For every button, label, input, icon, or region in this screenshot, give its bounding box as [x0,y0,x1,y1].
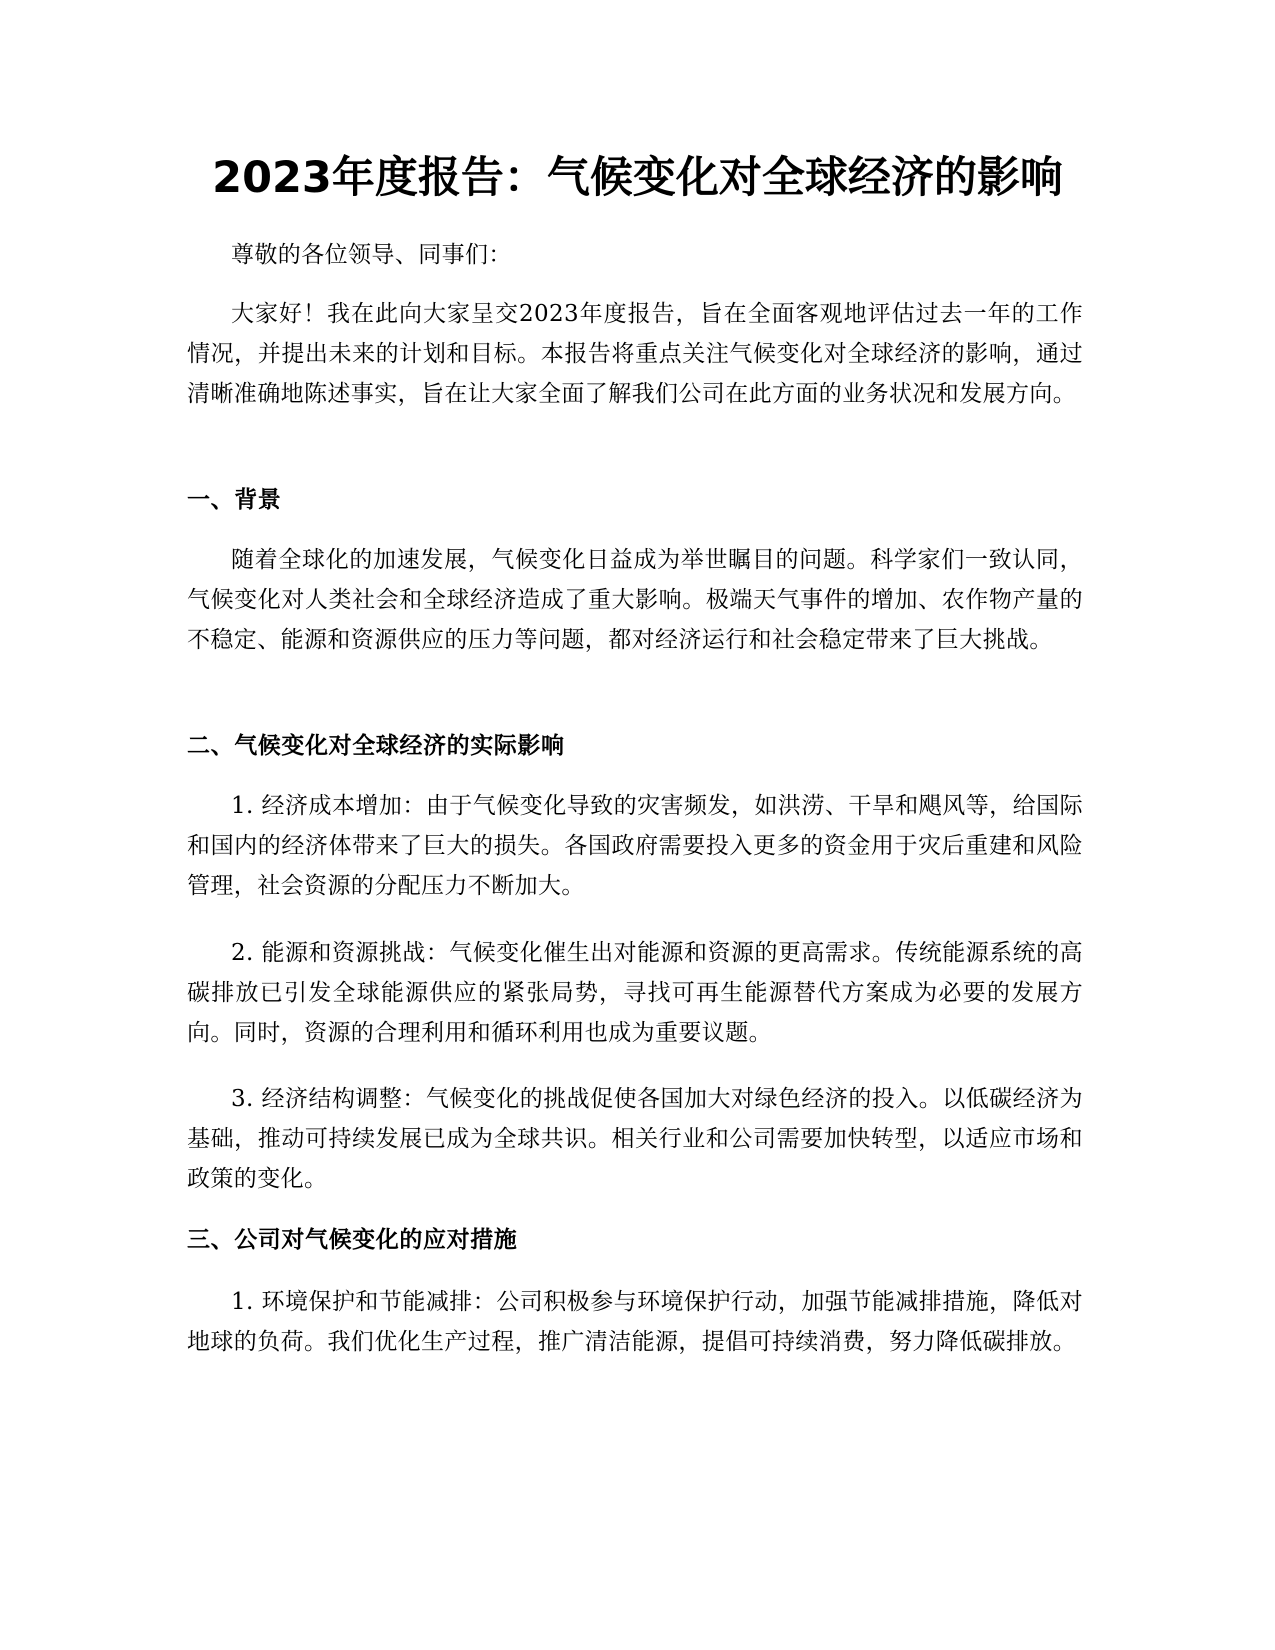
section-heading-measures: 三、公司对气候变化的应对措施 [187,1227,518,1253]
salutation: 尊敬的各位领导、同事们： [231,242,512,268]
impact-paragraph-3: 3. 经济结构调整：气候变化的挑战促使各国加大对绿色经济的投入。以低碳经济为基础，推动可持续发展已成为全球共识。相关行业和公司需要加快转型，以适应市场和政策的变化。 [187,1086,1083,1192]
section-heading-background: 一、背景 [187,487,282,513]
measures-paragraph-1: 1. 环境保护和节能减排：公司积极参与环境保护行动，加强节能减排措施，降低对地球的负荷。我们优化生产过程，推广清洁能源，提倡可持续消费，努力降低碳排放。 [187,1289,1083,1355]
background-paragraph: 随着全球化的加速发展，气候变化日益成为举世瞩目的问题。科学家们一致认同，气候变化对人类社会和全球经济造成了重大影响。极端天气事件的增加、农作物产量的不稳定、能源和资源供应的压力等问题，都对经济运行和社会稳定带来了巨大挑战。 [187,547,1083,653]
intro-paragraph: 大家好！我在此向大家呈交2023年度报告，旨在全面客观地评估过去一年的工作情况，并提出未来的计划和目标。本报告将重点关注气候变化对全球经济的影响，通过清晰准确地陈述事实，旨在让大家全面了解我们公司在此方面的业务状况和发展方向。 [187,301,1083,407]
impact-paragraph-1: 1. 经济成本增加：由于气候变化导致的灾害频发，如洪涝、干旱和飓风等，给国际和国内的经济体带来了巨大的损失。各国政府需要投入更多的资金用于灾后重建和风险管理，社会资源的分配压力不断加大。 [187,793,1083,899]
section-heading-impact: 二、气候变化对全球经济的实际影响 [187,733,565,759]
impact-paragraph-2: 2. 能源和资源挑战：气候变化催生出对能源和资源的更高需求。传统能源系统的高碳排放已引发全球能源供应的紧张局势，寻找可再生能源替代方案成为必要的发展方向。同时，资源的合理利用和循环利用也成为重要议题。 [187,940,1083,1046]
document-title: 2023年度报告：气候变化对全球经济的影响 [212,153,1063,203]
